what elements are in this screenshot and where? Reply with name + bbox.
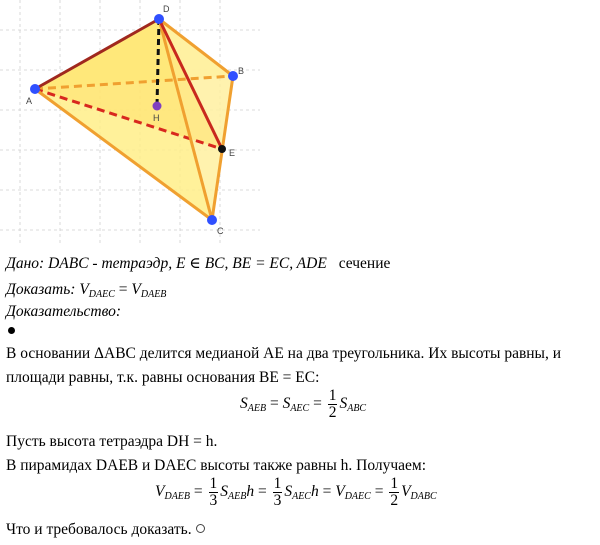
eq2-num3: 1 (390, 475, 399, 492)
point-h (153, 102, 162, 111)
tetrahedron-figure (0, 0, 260, 245)
label-d: D (163, 4, 170, 14)
eq2-v3-sub: DABC (410, 491, 437, 503)
eq2-s1: S (220, 483, 229, 501)
eq2-s2-sub: AEC (292, 491, 311, 503)
eq2-v1-sub: DAEB (164, 491, 191, 503)
conclusion-line (6, 520, 205, 540)
eq1-s1-sub: AEB (247, 403, 267, 415)
given-line (6, 254, 390, 274)
eq2-den1: 3 (209, 492, 218, 509)
eq2-v1: V (155, 483, 165, 501)
paragraph-line-1: В основании ΔABC делится медианой AE на два треугольника. Их высоты равны, и (6, 345, 562, 362)
eq1-s1: S (240, 395, 248, 413)
bullet-dot (8, 327, 15, 334)
eq2-fraction-3 (389, 476, 399, 509)
label-b: B (238, 66, 245, 76)
eq1-den: 2 (328, 404, 337, 421)
given-text: DABC - тетраэдр, E ∈ BC, BE = EC, ADE (48, 255, 327, 272)
prove-eq: = (118, 281, 128, 298)
eq2-num1: 1 (209, 475, 218, 492)
eq2-v2-sub: DAEC (344, 491, 371, 503)
given-label: Дано: (6, 255, 45, 272)
eq2-fraction-2 (273, 476, 283, 509)
label-a: A (26, 96, 33, 106)
eq1-num: 1 (328, 387, 337, 404)
eq2-s1-sub: AEB (228, 491, 247, 503)
eq1-s3-sub: ABC (347, 403, 367, 415)
eq2-den3: 2 (390, 492, 399, 509)
vertex-b (228, 71, 238, 81)
label-h: H (153, 113, 160, 123)
prove-label: Доказать: (6, 281, 76, 298)
eq2-h1: h (246, 483, 255, 501)
end-circle-icon (196, 524, 205, 533)
eq1-fraction (328, 388, 338, 421)
label-c: C (217, 226, 224, 236)
proof-label: Доказательство: (6, 303, 122, 320)
height-line: Пусть высота тетраэдра DH = h. (6, 433, 218, 450)
point-e (218, 145, 226, 153)
eq2-num2: 1 (273, 475, 282, 492)
vertex-a (30, 84, 40, 94)
eq1-s2-sub: AEC (290, 403, 310, 415)
eq2-fraction-1 (209, 476, 219, 509)
equation-volumes: $V_{DAEB}$ = $\frac{1}{3}$ $S_{AEB}h$ = $\frac{1}{3}$ $S_{AEC}h = V_{DAEC}$ = $\frac{1}{2}$ $V_{DABC}$ (155, 475, 437, 509)
prove-rhs: V (131, 281, 141, 298)
eq1-s2: S (282, 395, 291, 413)
vertex-d (154, 14, 164, 24)
prove-lhs-sub: DAEC (88, 289, 115, 300)
pyramids-line: В пирамидах DAEB и DAEC высоты также равны h. Получаем: (6, 457, 427, 474)
eq2-v3: V (401, 483, 411, 501)
eq2-v2: V (335, 483, 345, 501)
label-e: E (229, 148, 236, 158)
eq2-s2: S (284, 483, 293, 501)
eq2-den2: 3 (273, 492, 282, 509)
eq2-h2: h (310, 483, 319, 501)
eq1-s3: S (339, 395, 348, 413)
paragraph-line-2: площади равны, т.к. равны основания BE = EC: (6, 369, 320, 386)
conclusion-text: Что и требовалось доказать. (6, 521, 192, 538)
height-dh (157, 19, 159, 106)
prove-lhs: V (79, 281, 89, 298)
vertex-c (207, 215, 217, 225)
equation-areas: $S_{AEB} = S_{AEC}$ = $\frac{1}{2}$ $S_{ABC}$ (240, 387, 367, 421)
given-suffix: сечение (338, 255, 391, 272)
prove-rhs-sub: DAEB (140, 289, 167, 300)
